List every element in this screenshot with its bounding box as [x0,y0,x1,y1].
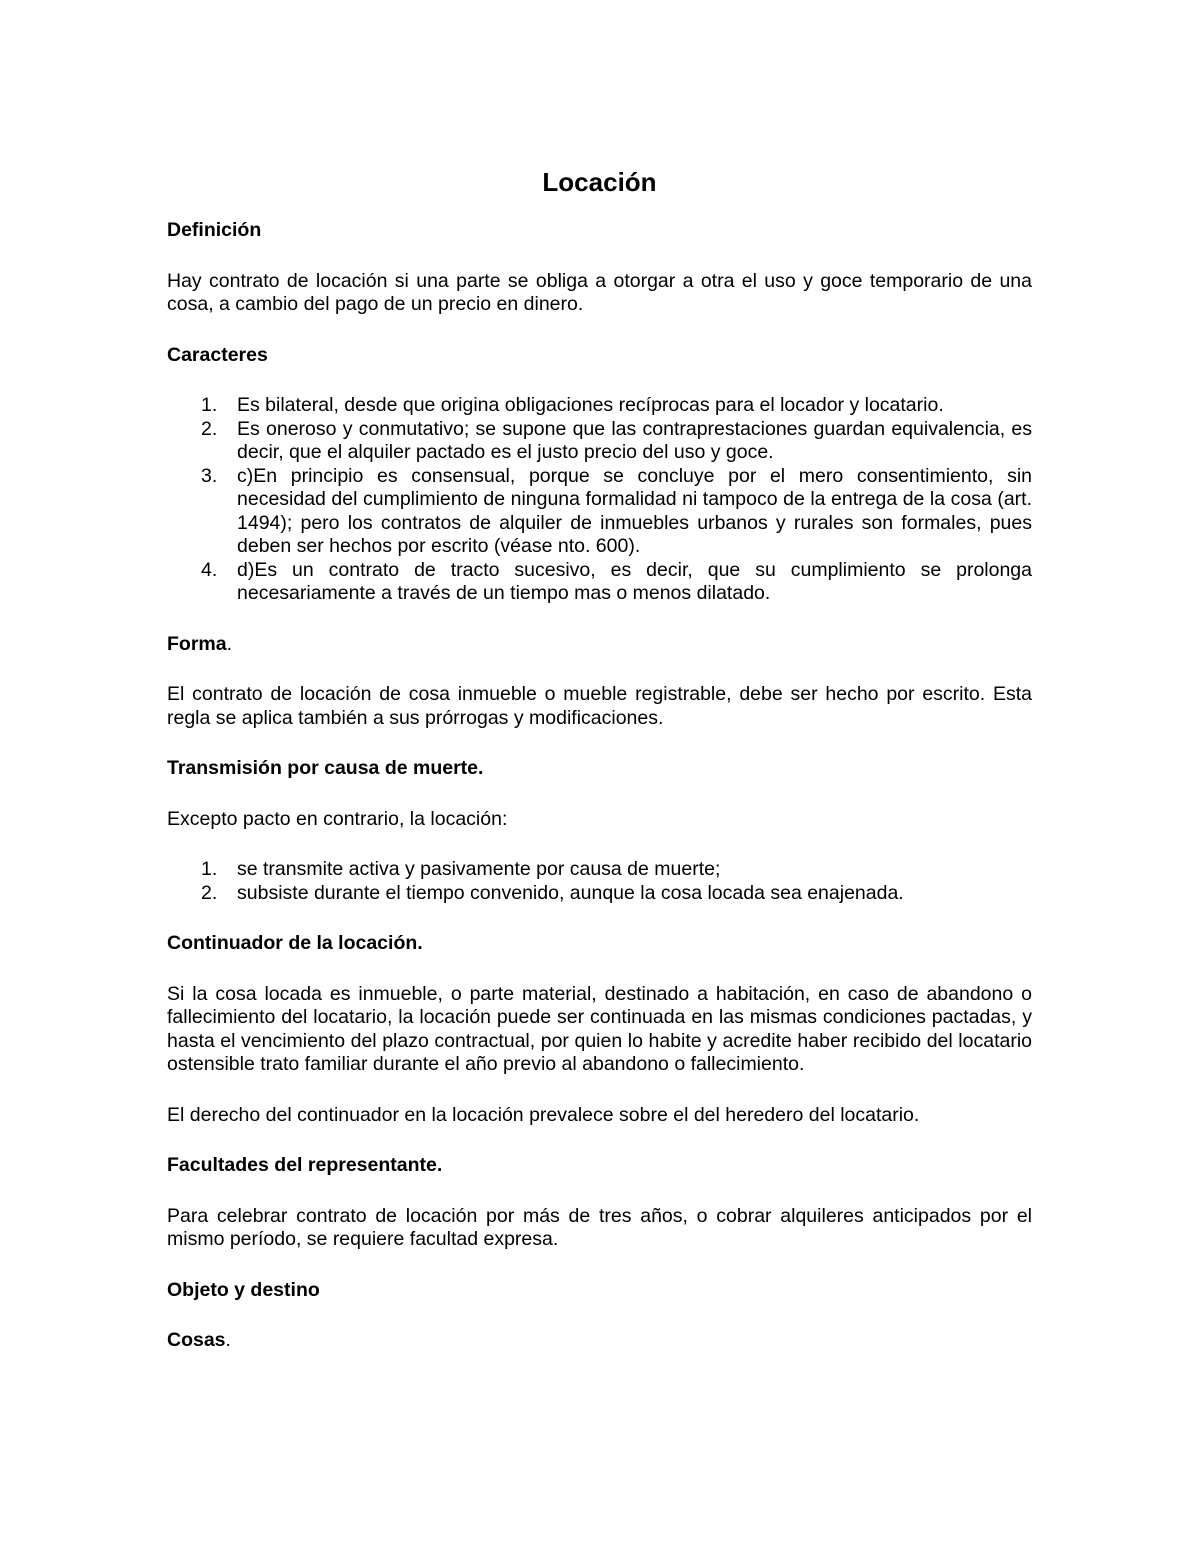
forma-paragraph: El contrato de locación de cosa inmueble o mueble registrable, debe ser hecho por escrito. Esta regla se aplica también a sus prórrogas y modificaciones. [167,683,1032,729]
section-heading-definicion: Definición [167,219,262,241]
section-heading-continuador: Continuador de la locación. [167,932,423,954]
list-item-text: d)Es un contrato de tracto sucesivo, es decir, que su cumplimiento se prolonga necesariamente a través de un tiempo mas o menos dilatado. [237,558,1032,604]
document-page [167,165,1032,1380]
list-item-text: se transmite activa y pasivamente por causa de muerte; [237,858,721,880]
list-item-text: c)En principio es consensual, porque se concluye por el mero consentimiento, sin necesidad del cumplimiento de ninguna formalidad ni tampoco de la entrega de la cosa (art. 1494); pero los contratos de alquiler de inmuebles urbanos y rurales son formales, pues deben ser hechos por escrito (véase nto. 600). [237,464,1032,557]
document-title: Locación [542,167,657,197]
facultades-paragraph: Para celebrar contrato de locación por más de tres años, o cobrar alquileres anticipados por el mismo período, se requiere facultad expresa. [167,1204,1032,1250]
list-item-text: Es oneroso y conmutativo; se supone que las contraprestaciones guardan equivalencia, es decir, que el alquiler pactado es el justo precio del uso y goce. [237,417,1032,463]
section-heading-cosas [167,1329,1032,1353]
list-item [167,394,1032,418]
list-item [167,858,1032,882]
forma-heading-text: Forma [167,632,227,655]
section-heading-facultades: Facultades del representante. [167,1154,443,1176]
transmision-list [167,858,1032,905]
list-item-number: 2. [201,881,218,904]
list-item [167,882,1032,906]
forma-heading-suffix: . [226,632,233,655]
continuador-paragraph: Si la cosa locada es inmueble, o parte material, destinado a habitación, en caso de abandono o fallecimiento del locatario, la locación puede ser continuada en las mismas condiciones pactadas, y hasta el vencimiento del plazo contractual, por quien lo habite y acredite haber recibido del locatario ostensible trato familiar durante el año previo al abandono o fallecimiento. [167,982,1032,1075]
section-heading-objeto: Objeto y destino [167,1278,320,1301]
list-item-text: subsiste durante el tiempo convenido, aunque la cosa locada sea enajenada. [237,881,904,904]
list-item-number: 2. [201,417,218,440]
cosas-heading-text: Cosas [167,1329,226,1351]
transmision-intro: Excepto pacto en contrario, la locación: [167,807,508,830]
list-item-number: 1. [201,858,218,880]
section-heading-forma [167,633,1032,657]
continuador-paragraph-2: El derecho del continuador en la locación prevalece sobre el del heredero del locatario. [167,1103,920,1126]
list-item-number: 3. [201,464,218,487]
definicion-paragraph: Hay contrato de locación si una parte se obliga a otorgar a otra el uso y goce temporario de una cosa, a cambio del pago de un precio en dinero. [167,269,1032,315]
caracteres-list [167,394,1032,606]
section-heading-transmision: Transmisión por causa de muerte. [167,757,484,779]
list-item [167,418,1032,465]
list-item [167,465,1032,559]
section-heading-caracteres: Caracteres [167,343,268,366]
list-item-number: 4. [201,558,218,581]
list-item-number: 1. [201,394,218,416]
list-item-text: Es bilateral, desde que origina obligaciones recíprocas para el locador y locatario. [237,394,944,416]
cosas-heading-suffix: . [225,1329,231,1351]
list-item [167,559,1032,606]
